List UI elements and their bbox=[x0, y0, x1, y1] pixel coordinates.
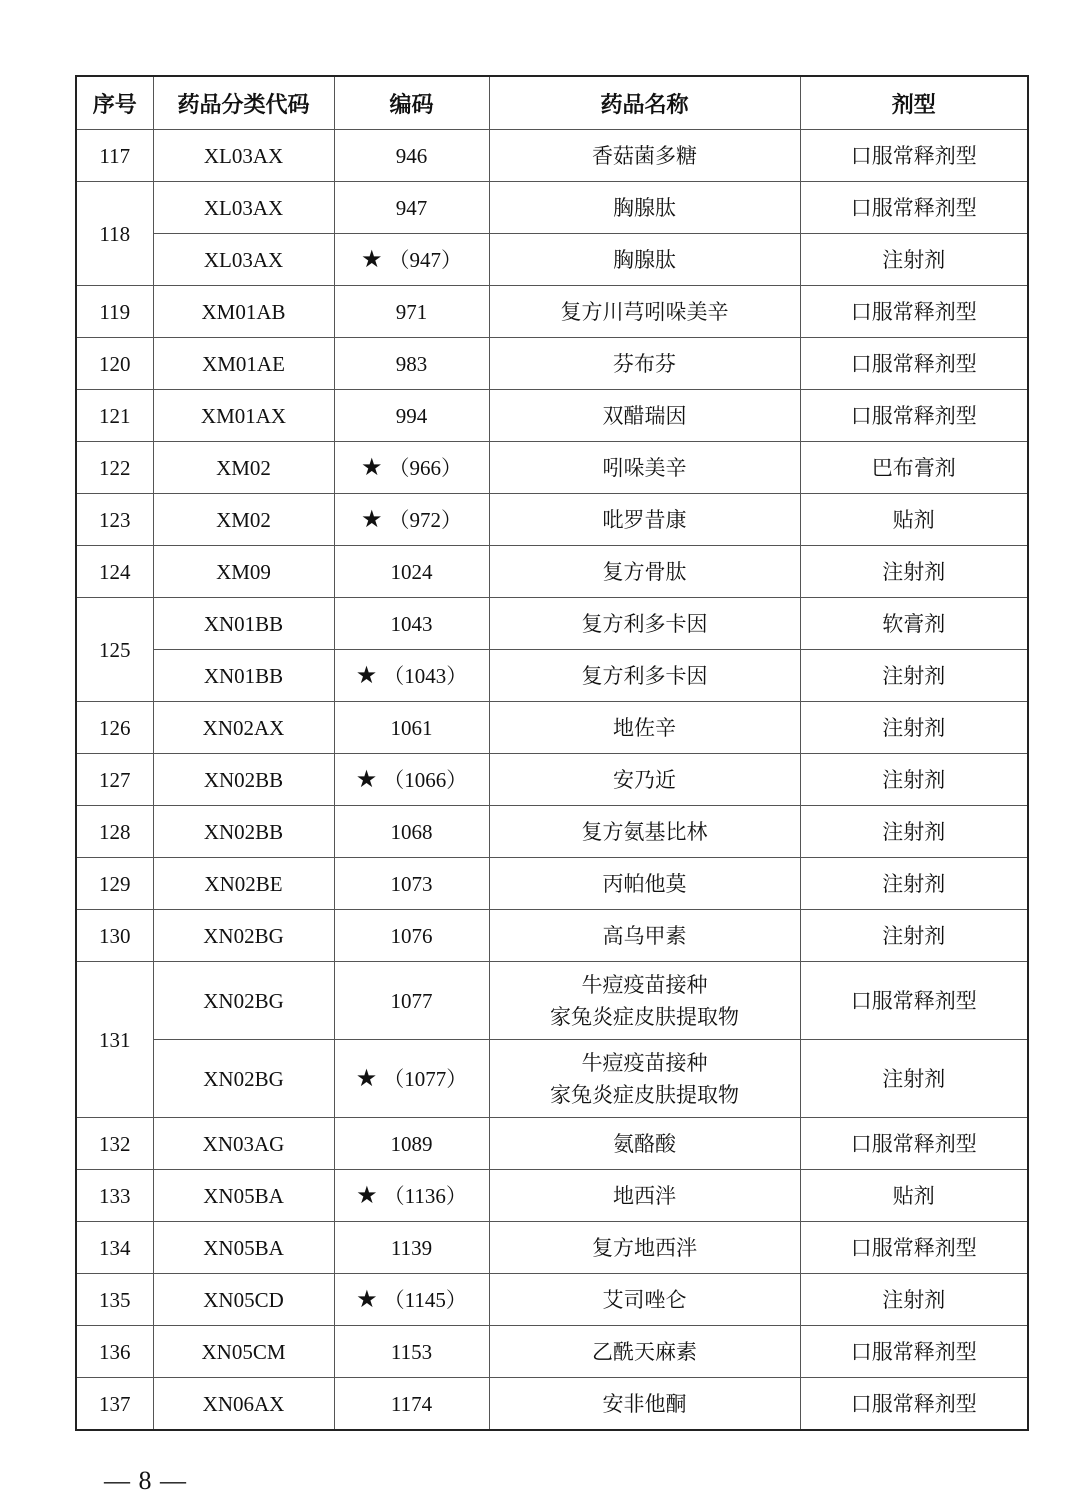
header-seq: 序号 bbox=[76, 76, 153, 130]
cell-seq: 127 bbox=[76, 754, 153, 806]
drug-name-line: 吲哚美辛 bbox=[602, 455, 687, 480]
cell-name bbox=[489, 1326, 800, 1378]
cell-name bbox=[489, 806, 800, 858]
cell-name bbox=[489, 1170, 800, 1222]
cell-class-code: XM02 bbox=[153, 442, 334, 494]
table-row bbox=[76, 962, 1028, 1040]
cell-code bbox=[334, 390, 489, 442]
cell-code bbox=[334, 702, 489, 754]
cell-form: 口服常释剂型 bbox=[800, 286, 1028, 338]
cell-class-code: XN01BB bbox=[153, 650, 334, 702]
cell-code bbox=[334, 442, 489, 494]
cell-class-code: XN05CM bbox=[153, 1326, 334, 1378]
cell-code bbox=[334, 910, 489, 962]
cell-seq: 137 bbox=[76, 1378, 153, 1431]
drug-name-line: 牛痘疫苗接种 bbox=[581, 972, 708, 997]
drug-name-line: 牛痘疫苗接种 bbox=[581, 1050, 708, 1075]
table-row bbox=[76, 546, 1028, 598]
header-class-code: 药品分类代码 bbox=[153, 76, 334, 130]
page-number: — 8 — bbox=[104, 1466, 187, 1495]
table-row bbox=[76, 234, 1028, 286]
drug-name-line: 复方川芎吲哚美辛 bbox=[560, 299, 729, 324]
cell-name bbox=[489, 286, 800, 338]
drug-list-table bbox=[75, 75, 1029, 1431]
code-value: 1068 bbox=[390, 819, 433, 844]
cell-code bbox=[334, 1274, 489, 1326]
cell-class-code: XL03AX bbox=[153, 234, 334, 286]
drug-name-line: 艾司唑仑 bbox=[602, 1287, 687, 1312]
cell-name bbox=[489, 494, 800, 546]
cell-code bbox=[334, 1326, 489, 1378]
cell-seq: 121 bbox=[76, 390, 153, 442]
table-row bbox=[76, 1118, 1028, 1170]
cell-code bbox=[334, 286, 489, 338]
cell-class-code: XN05BA bbox=[153, 1222, 334, 1274]
drug-name-line: 复方利多卡因 bbox=[581, 611, 708, 636]
cell-form: 软膏剂 bbox=[800, 598, 1028, 650]
table-row bbox=[76, 806, 1028, 858]
cell-name bbox=[489, 962, 800, 1040]
cell-name bbox=[489, 182, 800, 234]
cell-code bbox=[334, 234, 489, 286]
cell-form: 注射剂 bbox=[800, 910, 1028, 962]
code-value: 946 bbox=[395, 143, 428, 168]
cell-form: 注射剂 bbox=[800, 546, 1028, 598]
drug-name-line: 地西泮 bbox=[613, 1183, 676, 1208]
star-icon: ★ bbox=[360, 454, 383, 481]
code-value: 1153 bbox=[390, 1339, 433, 1364]
table-row bbox=[76, 1274, 1028, 1326]
code-value: 983 bbox=[395, 351, 428, 376]
cell-code bbox=[334, 182, 489, 234]
drug-name-line: 复方氨基比林 bbox=[581, 819, 708, 844]
table-row bbox=[76, 858, 1028, 910]
cell-class-code: XM09 bbox=[153, 546, 334, 598]
star-icon: ★ bbox=[356, 1182, 378, 1209]
cell-seq: 131 bbox=[76, 962, 153, 1118]
cell-class-code: XM01AE bbox=[153, 338, 334, 390]
cell-class-code: XM01AX bbox=[153, 390, 334, 442]
drug-name-line: 胸腺肽 bbox=[613, 195, 676, 220]
cell-seq: 135 bbox=[76, 1274, 153, 1326]
cell-form: 口服常释剂型 bbox=[800, 962, 1028, 1040]
code-value: 1061 bbox=[390, 715, 433, 740]
cell-name bbox=[489, 1378, 800, 1431]
table-row bbox=[76, 754, 1028, 806]
drug-name-line: 氨酪酸 bbox=[613, 1131, 676, 1156]
drug-name-line: 胸腺肽 bbox=[613, 247, 676, 272]
cell-seq: 130 bbox=[76, 910, 153, 962]
cell-form: 口服常释剂型 bbox=[800, 1118, 1028, 1170]
code-value: 1043 bbox=[390, 611, 433, 636]
cell-name bbox=[489, 234, 800, 286]
cell-name bbox=[489, 754, 800, 806]
code-value: 1139 bbox=[390, 1235, 433, 1260]
table-row bbox=[76, 1040, 1028, 1118]
cell-name bbox=[489, 130, 800, 182]
cell-seq: 125 bbox=[76, 598, 153, 702]
code-value: （1145） bbox=[383, 1287, 467, 1312]
cell-seq: 123 bbox=[76, 494, 153, 546]
table-header-row bbox=[76, 76, 1028, 130]
drug-name-line: 家兔炎症皮肤提取物 bbox=[550, 1004, 739, 1029]
code-value: 947 bbox=[395, 195, 428, 220]
table-row bbox=[76, 494, 1028, 546]
cell-form: 注射剂 bbox=[800, 1274, 1028, 1326]
cell-seq: 118 bbox=[76, 182, 153, 286]
cell-class-code: XN05BA bbox=[153, 1170, 334, 1222]
cell-form: 口服常释剂型 bbox=[800, 1222, 1028, 1274]
cell-seq: 136 bbox=[76, 1326, 153, 1378]
cell-code bbox=[334, 1222, 489, 1274]
cell-code bbox=[334, 1040, 489, 1118]
cell-seq: 122 bbox=[76, 442, 153, 494]
drug-name-line: 地佐辛 bbox=[613, 715, 676, 740]
cell-seq: 117 bbox=[76, 130, 153, 182]
code-value: （1077） bbox=[383, 1066, 468, 1091]
code-value: 1174 bbox=[390, 1391, 433, 1416]
table-row bbox=[76, 390, 1028, 442]
cell-class-code: XN02BE bbox=[153, 858, 334, 910]
cell-class-code: XN02BB bbox=[153, 754, 334, 806]
table-row bbox=[76, 1170, 1028, 1222]
cell-form: 口服常释剂型 bbox=[800, 1378, 1028, 1431]
cell-name bbox=[489, 546, 800, 598]
table-row bbox=[76, 1326, 1028, 1378]
cell-form: 注射剂 bbox=[800, 858, 1028, 910]
cell-form: 注射剂 bbox=[800, 234, 1028, 286]
cell-class-code: XL03AX bbox=[153, 130, 334, 182]
table-row bbox=[76, 130, 1028, 182]
table-row bbox=[76, 182, 1028, 234]
cell-name bbox=[489, 1118, 800, 1170]
cell-class-code: XN02AX bbox=[153, 702, 334, 754]
drug-name-line: 乙酰天麻素 bbox=[592, 1339, 697, 1364]
drug-name-line: 家兔炎症皮肤提取物 bbox=[550, 1082, 739, 1107]
drug-name-line: 复方地西泮 bbox=[592, 1235, 697, 1260]
table-body bbox=[76, 130, 1028, 1431]
cell-code bbox=[334, 1378, 489, 1431]
cell-seq: 132 bbox=[76, 1118, 153, 1170]
cell-class-code: XM02 bbox=[153, 494, 334, 546]
cell-name bbox=[489, 598, 800, 650]
table-row bbox=[76, 910, 1028, 962]
cell-code bbox=[334, 650, 489, 702]
code-value: 971 bbox=[395, 299, 428, 324]
code-value: （1043） bbox=[383, 663, 468, 688]
cell-code bbox=[334, 1170, 489, 1222]
cell-name bbox=[489, 390, 800, 442]
code-value: 1024 bbox=[390, 559, 433, 584]
cell-class-code: XN05CD bbox=[153, 1274, 334, 1326]
cell-form: 贴剂 bbox=[800, 494, 1028, 546]
code-value: （1066） bbox=[383, 767, 468, 792]
code-value: （972） bbox=[388, 507, 462, 532]
header-form: 剂型 bbox=[800, 76, 1028, 130]
cell-name bbox=[489, 1222, 800, 1274]
drug-name-line: 吡罗昔康 bbox=[602, 507, 687, 532]
cell-name bbox=[489, 858, 800, 910]
drug-name-line: 安非他酮 bbox=[602, 1391, 687, 1416]
table-row bbox=[76, 1378, 1028, 1431]
cell-seq: 128 bbox=[76, 806, 153, 858]
cell-class-code: XM01AB bbox=[153, 286, 334, 338]
cell-form: 贴剂 bbox=[800, 1170, 1028, 1222]
cell-form: 巴布膏剂 bbox=[800, 442, 1028, 494]
cell-name bbox=[489, 702, 800, 754]
table-row bbox=[76, 598, 1028, 650]
cell-seq: 119 bbox=[76, 286, 153, 338]
cell-class-code: XN06AX bbox=[153, 1378, 334, 1431]
star-icon: ★ bbox=[355, 766, 378, 793]
table-row bbox=[76, 1222, 1028, 1274]
cell-code bbox=[334, 754, 489, 806]
table-row bbox=[76, 650, 1028, 702]
cell-seq: 134 bbox=[76, 1222, 153, 1274]
cell-form: 注射剂 bbox=[800, 650, 1028, 702]
cell-code bbox=[334, 598, 489, 650]
cell-class-code: XN03AG bbox=[153, 1118, 334, 1170]
cell-seq: 129 bbox=[76, 858, 153, 910]
drug-name-line: 香菇菌多糖 bbox=[592, 143, 697, 168]
star-icon: ★ bbox=[356, 1286, 378, 1313]
cell-seq: 120 bbox=[76, 338, 153, 390]
cell-form: 口服常释剂型 bbox=[800, 338, 1028, 390]
cell-form: 口服常释剂型 bbox=[800, 130, 1028, 182]
cell-seq: 126 bbox=[76, 702, 153, 754]
cell-code bbox=[334, 494, 489, 546]
cell-form: 口服常释剂型 bbox=[800, 1326, 1028, 1378]
cell-name bbox=[489, 650, 800, 702]
cell-name bbox=[489, 1274, 800, 1326]
star-icon: ★ bbox=[355, 662, 378, 689]
cell-name bbox=[489, 1040, 800, 1118]
cell-class-code: XN02BG bbox=[153, 1040, 334, 1118]
cell-form: 注射剂 bbox=[800, 806, 1028, 858]
code-value: 1089 bbox=[390, 1131, 433, 1156]
drug-name-line: 高乌甲素 bbox=[602, 923, 687, 948]
cell-name bbox=[489, 338, 800, 390]
code-value: （966） bbox=[388, 455, 462, 480]
cell-class-code: XN02BG bbox=[153, 910, 334, 962]
star-icon: ★ bbox=[360, 246, 383, 273]
code-value: 1073 bbox=[390, 871, 433, 896]
table-row bbox=[76, 338, 1028, 390]
star-icon: ★ bbox=[360, 506, 383, 533]
code-value: （947） bbox=[388, 247, 462, 272]
code-value: （1136） bbox=[383, 1183, 467, 1208]
cell-name bbox=[489, 442, 800, 494]
cell-code bbox=[334, 962, 489, 1040]
cell-code bbox=[334, 546, 489, 598]
drug-name-line: 安乃近 bbox=[613, 767, 676, 792]
code-value: 1077 bbox=[390, 988, 433, 1013]
table-row bbox=[76, 442, 1028, 494]
cell-code bbox=[334, 338, 489, 390]
cell-form: 口服常释剂型 bbox=[800, 182, 1028, 234]
drug-name-line: 丙帕他莫 bbox=[602, 871, 687, 896]
cell-code bbox=[334, 1118, 489, 1170]
header-name: 药品名称 bbox=[489, 76, 800, 130]
cell-class-code: XL03AX bbox=[153, 182, 334, 234]
code-value: 994 bbox=[395, 403, 428, 428]
cell-class-code: XN02BG bbox=[153, 962, 334, 1040]
drug-name-line: 复方骨肽 bbox=[602, 559, 687, 584]
cell-code bbox=[334, 806, 489, 858]
table-row bbox=[76, 286, 1028, 338]
cell-name bbox=[489, 910, 800, 962]
cell-seq: 133 bbox=[76, 1170, 153, 1222]
cell-class-code: XN01BB bbox=[153, 598, 334, 650]
cell-seq: 124 bbox=[76, 546, 153, 598]
drug-name-line: 双醋瑞因 bbox=[602, 403, 687, 428]
table-row bbox=[76, 702, 1028, 754]
cell-code bbox=[334, 858, 489, 910]
cell-form: 注射剂 bbox=[800, 702, 1028, 754]
cell-form: 注射剂 bbox=[800, 754, 1028, 806]
drug-name-line: 复方利多卡因 bbox=[581, 663, 708, 688]
code-value: 1076 bbox=[390, 923, 433, 948]
header-code: 编码 bbox=[334, 76, 489, 130]
cell-code bbox=[334, 130, 489, 182]
star-icon: ★ bbox=[355, 1065, 378, 1092]
cell-form: 口服常释剂型 bbox=[800, 390, 1028, 442]
cell-class-code: XN02BB bbox=[153, 806, 334, 858]
cell-form: 注射剂 bbox=[800, 1040, 1028, 1118]
drug-name-line: 芬布芬 bbox=[613, 351, 676, 376]
